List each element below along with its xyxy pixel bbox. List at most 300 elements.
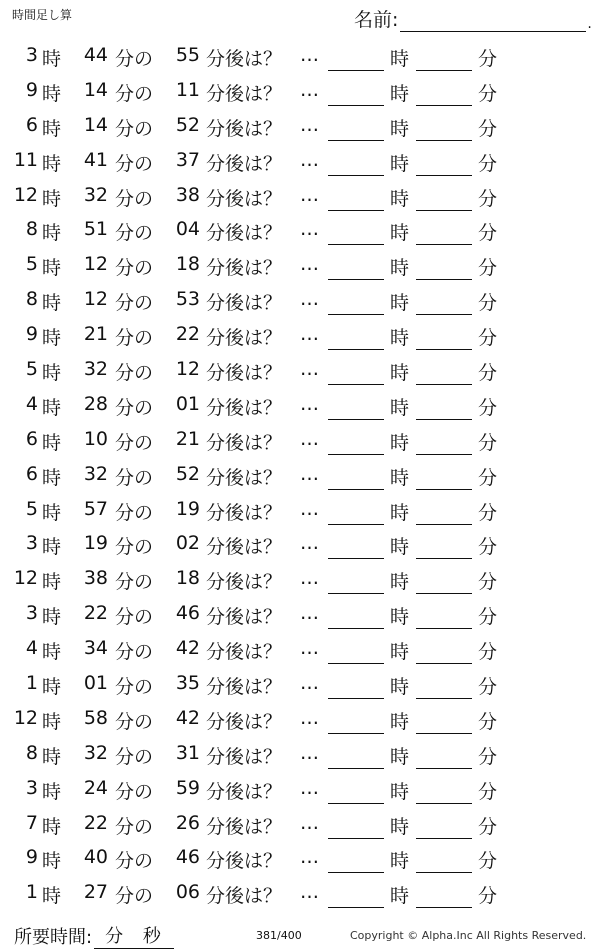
name-label: 名前:	[354, 9, 399, 31]
ellipsis: …	[300, 497, 319, 520]
problem-row	[0, 841, 600, 876]
answer-minute-unit: 分	[478, 641, 498, 664]
problem-minute: 22	[83, 811, 108, 834]
problem-add: 42	[175, 706, 200, 729]
answer-hour-unit: 時	[390, 82, 410, 105]
minutes-later-question: 分後は？	[206, 501, 283, 524]
problem-hour: 8	[25, 288, 38, 311]
minute-of-label: 分の	[115, 710, 154, 733]
problem-row	[0, 109, 600, 144]
answer-minute-unit: 分	[478, 536, 498, 559]
minutes-later-question: 分後は？	[206, 780, 283, 803]
minutes-later-question: 分後は？	[206, 571, 283, 594]
answer-hour-unit: 時	[390, 850, 410, 873]
answer-hour-unit: 時	[390, 676, 410, 699]
answer-minute-blank[interactable]	[416, 593, 472, 594]
answer-minute-unit: 分	[478, 327, 498, 350]
problem-add: 37	[175, 148, 200, 171]
answer-hour-unit: 時	[390, 327, 410, 350]
answer-hour-unit: 時	[390, 117, 410, 140]
answer-hour-blank[interactable]	[328, 558, 384, 559]
problem-hour: 6	[25, 462, 38, 485]
hour-unit: 時	[42, 850, 62, 873]
elapsed-time-blank[interactable]	[94, 922, 174, 949]
ellipsis: …	[300, 672, 319, 695]
problem-add: 52	[175, 462, 200, 485]
answer-hour-blank[interactable]	[328, 907, 384, 908]
answer-minute-unit: 分	[478, 745, 498, 768]
answer-minute-unit: 分	[478, 117, 498, 140]
hour-unit: 時	[42, 362, 62, 385]
hour-unit: 時	[42, 885, 62, 908]
minute-of-label: 分の	[115, 606, 154, 629]
problem-hour: 4	[25, 392, 38, 415]
answer-hour-unit: 時	[390, 710, 410, 733]
problem-add: 04	[175, 218, 200, 241]
problem-add: 21	[175, 427, 200, 450]
hour-unit: 時	[42, 257, 62, 280]
answer-minute-unit: 分	[478, 780, 498, 803]
answer-minute-blank[interactable]	[416, 244, 472, 245]
hour-unit: 時	[42, 676, 62, 699]
problem-add: 02	[175, 532, 200, 555]
problem-hour: 7	[25, 811, 38, 834]
hour-unit: 時	[42, 82, 62, 105]
problem-add: 11	[175, 78, 200, 101]
problem-hour: 6	[25, 113, 38, 136]
answer-minute-blank[interactable]	[416, 419, 472, 420]
answer-minute-unit: 分	[478, 885, 498, 908]
answer-minute-unit: 分	[478, 48, 498, 70]
answer-hour-unit: 時	[390, 745, 410, 768]
problem-minute: 32	[83, 462, 108, 485]
problem-minute: 32	[83, 741, 108, 764]
ellipsis: …	[300, 602, 319, 625]
problem-hour: 3	[25, 776, 38, 799]
problem-list	[0, 39, 600, 911]
answer-hour-blank[interactable]	[328, 489, 384, 490]
problem-row	[0, 562, 600, 597]
problem-add: 52	[175, 113, 200, 136]
answer-hour-blank[interactable]	[328, 872, 384, 873]
answer-hour-blank[interactable]	[328, 175, 384, 176]
answer-minute-blank[interactable]	[416, 628, 472, 629]
problem-add: 18	[175, 253, 200, 276]
answer-hour-unit: 時	[390, 152, 410, 175]
problem-hour: 3	[25, 532, 38, 555]
answer-minute-unit: 分	[478, 571, 498, 594]
problem-minute: 58	[83, 706, 108, 729]
minutes-later-question: 分後は？	[206, 536, 283, 559]
problem-row	[0, 772, 600, 807]
minute-of-label: 分の	[115, 641, 154, 664]
minutes-later-question: 分後は？	[206, 187, 283, 210]
hour-unit: 時	[42, 641, 62, 664]
elapsed-time-field	[14, 922, 174, 949]
answer-minute-unit: 分	[478, 501, 498, 524]
answer-hour-unit: 時	[390, 396, 410, 419]
minute-of-label: 分の	[115, 571, 154, 594]
answer-minute-blank[interactable]	[416, 349, 472, 350]
answer-hour-unit: 時	[390, 885, 410, 908]
problem-row	[0, 144, 600, 179]
problem-minute: 51	[83, 218, 108, 241]
problem-minute: 38	[83, 567, 108, 590]
hour-unit: 時	[42, 571, 62, 594]
answer-hour-blank[interactable]	[328, 768, 384, 769]
problem-hour: 11	[13, 148, 38, 171]
answer-minute-blank[interactable]	[416, 489, 472, 490]
problem-row	[0, 248, 600, 283]
answer-minute-unit: 分	[478, 815, 498, 838]
minute-of-label: 分の	[115, 222, 154, 245]
answer-hour-blank[interactable]	[328, 244, 384, 245]
ellipsis: …	[300, 776, 319, 799]
ellipsis: …	[300, 78, 319, 101]
answer-minute-unit: 分	[478, 606, 498, 629]
minutes-later-question: 分後は？	[206, 48, 283, 70]
ellipsis: …	[300, 881, 319, 904]
problem-add: 46	[175, 602, 200, 625]
ellipsis: …	[300, 392, 319, 415]
answer-minute-blank[interactable]	[416, 907, 472, 908]
answer-minute-unit: 分	[478, 431, 498, 454]
ellipsis: …	[300, 846, 319, 869]
answer-hour-blank[interactable]	[328, 628, 384, 629]
problem-hour: 8	[25, 741, 38, 764]
answer-minute-unit: 分	[478, 676, 498, 699]
answer-minute-blank[interactable]	[416, 140, 472, 141]
minute-of-label: 分の	[115, 501, 154, 524]
hour-unit: 時	[42, 117, 62, 140]
ellipsis: …	[300, 323, 319, 346]
hour-unit: 時	[42, 710, 62, 733]
answer-hour-blank[interactable]	[328, 210, 384, 211]
problem-row	[0, 283, 600, 318]
ellipsis: …	[300, 811, 319, 834]
answer-minute-unit: 分	[478, 710, 498, 733]
answer-hour-unit: 時	[390, 222, 410, 245]
problem-row	[0, 458, 600, 493]
hour-unit: 時	[42, 187, 62, 210]
answer-minute-unit: 分	[478, 82, 498, 105]
answer-hour-unit: 時	[390, 641, 410, 664]
problem-minute: 21	[83, 323, 108, 346]
answer-hour-unit: 時	[390, 815, 410, 838]
problem-hour: 12	[13, 183, 38, 206]
problem-hour: 5	[25, 497, 38, 520]
problem-minute: 32	[83, 183, 108, 206]
problem-add: 55	[175, 44, 200, 66]
problem-row	[0, 527, 600, 562]
answer-hour-unit: 時	[390, 780, 410, 803]
problem-add: 31	[175, 741, 200, 764]
problem-add: 19	[175, 497, 200, 520]
ellipsis: …	[300, 44, 319, 66]
minutes-later-question: 分後は？	[206, 257, 283, 280]
problem-row	[0, 353, 600, 388]
answer-minute-blank[interactable]	[416, 454, 472, 455]
problem-minute: 28	[83, 392, 108, 415]
answer-minute-blank[interactable]	[416, 524, 472, 525]
answer-hour-unit: 時	[390, 536, 410, 559]
hour-unit: 時	[42, 48, 62, 70]
minutes-later-question: 分後は？	[206, 82, 283, 105]
answer-minute-blank[interactable]	[416, 210, 472, 211]
problem-add: 22	[175, 323, 200, 346]
answer-hour-blank[interactable]	[328, 524, 384, 525]
answer-hour-blank[interactable]	[328, 70, 384, 71]
minutes-later-question: 分後は？	[206, 710, 283, 733]
minute-of-label: 分の	[115, 292, 154, 315]
answer-hour-unit: 時	[390, 48, 410, 70]
answer-hour-unit: 時	[390, 292, 410, 315]
answer-minute-blank[interactable]	[416, 175, 472, 176]
minutes-later-question: 分後は？	[206, 606, 283, 629]
problem-hour: 12	[13, 706, 38, 729]
answer-hour-blank[interactable]	[328, 593, 384, 594]
answer-minute-blank[interactable]	[416, 314, 472, 315]
problem-row	[0, 737, 600, 772]
problem-minute: 01	[83, 672, 108, 695]
answer-minute-unit: 分	[478, 466, 498, 489]
problem-minute: 34	[83, 637, 108, 660]
problem-minute: 40	[83, 846, 108, 869]
problem-row	[0, 667, 600, 702]
problem-hour: 3	[25, 44, 38, 66]
problem-row	[0, 423, 600, 458]
answer-hour-unit: 時	[390, 431, 410, 454]
answer-hour-blank[interactable]	[328, 384, 384, 385]
minutes-later-question: 分後は？	[206, 641, 283, 664]
problem-row	[0, 318, 600, 353]
answer-minute-blank[interactable]	[416, 279, 472, 280]
answer-minute-unit: 分	[478, 850, 498, 873]
answer-hour-unit: 時	[390, 501, 410, 524]
minute-of-label: 分の	[115, 780, 154, 803]
minutes-later-question: 分後は？	[206, 152, 283, 175]
ellipsis: …	[300, 462, 319, 485]
problem-minute: 10	[83, 427, 108, 450]
problem-add: 12	[175, 358, 200, 381]
minutes-later-question: 分後は？	[206, 117, 283, 140]
minute-of-label: 分の	[115, 676, 154, 699]
minute-of-label: 分の	[115, 327, 154, 350]
answer-hour-unit: 時	[390, 257, 410, 280]
problem-hour: 9	[25, 323, 38, 346]
problem-row	[0, 213, 600, 248]
problem-hour: 1	[25, 672, 38, 695]
hour-unit: 時	[42, 431, 62, 454]
hour-unit: 時	[42, 466, 62, 489]
hour-unit: 時	[42, 606, 62, 629]
problem-hour: 1	[25, 881, 38, 904]
answer-minute-blank[interactable]	[416, 698, 472, 699]
answer-hour-blank[interactable]	[328, 314, 384, 315]
problem-minute: 14	[83, 113, 108, 136]
problem-hour: 5	[25, 253, 38, 276]
problem-minute: 12	[83, 253, 108, 276]
minute-of-label: 分の	[115, 431, 154, 454]
answer-minute-blank[interactable]	[416, 803, 472, 804]
minutes-later-question: 分後は？	[206, 850, 283, 873]
minutes-later-question: 分後は？	[206, 431, 283, 454]
minute-of-label: 分の	[115, 257, 154, 280]
problem-minute: 44	[83, 44, 108, 66]
answer-minute-blank[interactable]	[416, 70, 472, 71]
hour-unit: 時	[42, 501, 62, 524]
answer-minute-blank[interactable]	[416, 663, 472, 664]
page-number: 381/400	[256, 929, 302, 942]
problem-row	[0, 388, 600, 423]
name-field	[354, 5, 592, 32]
answer-minute-unit: 分	[478, 257, 498, 280]
answer-minute-blank[interactable]	[416, 838, 472, 839]
hour-unit: 時	[42, 780, 62, 803]
ellipsis: …	[300, 427, 319, 450]
problem-add: 26	[175, 811, 200, 834]
answer-minute-blank[interactable]	[416, 558, 472, 559]
problem-row	[0, 807, 600, 842]
minute-of-label: 分の	[115, 48, 154, 70]
ellipsis: …	[300, 637, 319, 660]
problem-add: 59	[175, 776, 200, 799]
minute-of-label: 分の	[115, 536, 154, 559]
problem-row	[0, 876, 600, 911]
answer-hour-blank[interactable]	[328, 663, 384, 664]
minutes-later-question: 分後は？	[206, 745, 283, 768]
answer-hour-unit: 時	[390, 606, 410, 629]
elapsed-min-unit: 分	[105, 926, 124, 947]
answer-hour-unit: 時	[390, 362, 410, 385]
ellipsis: …	[300, 532, 319, 555]
problem-minute: 41	[83, 148, 108, 171]
hour-unit: 時	[42, 536, 62, 559]
answer-hour-blank[interactable]	[328, 349, 384, 350]
problem-minute: 22	[83, 602, 108, 625]
minutes-later-question: 分後は？	[206, 396, 283, 419]
minute-of-label: 分の	[115, 187, 154, 210]
ellipsis: …	[300, 218, 319, 241]
minutes-later-question: 分後は？	[206, 815, 283, 838]
problem-add: 42	[175, 637, 200, 660]
answer-minute-blank[interactable]	[416, 872, 472, 873]
problem-minute: 24	[83, 776, 108, 799]
minute-of-label: 分の	[115, 815, 154, 838]
ellipsis: …	[300, 567, 319, 590]
hour-unit: 時	[42, 745, 62, 768]
ellipsis: …	[300, 253, 319, 276]
problem-add: 01	[175, 392, 200, 415]
ellipsis: …	[300, 358, 319, 381]
answer-hour-blank[interactable]	[328, 105, 384, 106]
problem-hour: 5	[25, 358, 38, 381]
problem-hour: 4	[25, 637, 38, 660]
minute-of-label: 分の	[115, 466, 154, 489]
ellipsis: …	[300, 183, 319, 206]
worksheet-title: 時間足し算	[12, 8, 73, 22]
answer-minute-blank[interactable]	[416, 733, 472, 734]
problem-hour: 12	[13, 567, 38, 590]
problem-row	[0, 597, 600, 632]
answer-hour-blank[interactable]	[328, 733, 384, 734]
answer-hour-blank[interactable]	[328, 419, 384, 420]
hour-unit: 時	[42, 222, 62, 245]
minute-of-label: 分の	[115, 117, 154, 140]
name-end-mark: .	[587, 16, 592, 32]
problem-row	[0, 493, 600, 528]
minutes-later-question: 分後は？	[206, 466, 283, 489]
problem-minute: 27	[83, 881, 108, 904]
minutes-later-question: 分後は？	[206, 327, 283, 350]
problem-row	[0, 179, 600, 214]
ellipsis: …	[300, 113, 319, 136]
hour-unit: 時	[42, 815, 62, 838]
elapsed-sec-unit: 秒	[142, 926, 161, 947]
answer-minute-unit: 分	[478, 187, 498, 210]
answer-minute-unit: 分	[478, 292, 498, 315]
answer-minute-blank[interactable]	[416, 105, 472, 106]
problem-hour: 9	[25, 78, 38, 101]
problem-add: 18	[175, 567, 200, 590]
answer-hour-blank[interactable]	[328, 454, 384, 455]
answer-hour-blank[interactable]	[328, 279, 384, 280]
answer-hour-blank[interactable]	[328, 698, 384, 699]
answer-minute-unit: 分	[478, 152, 498, 175]
problem-minute: 57	[83, 497, 108, 520]
answer-hour-blank[interactable]	[328, 803, 384, 804]
answer-hour-blank[interactable]	[328, 140, 384, 141]
problem-add: 06	[175, 881, 200, 904]
minute-of-label: 分の	[115, 152, 154, 175]
problem-add: 46	[175, 846, 200, 869]
hour-unit: 時	[42, 396, 62, 419]
answer-minute-blank[interactable]	[416, 768, 472, 769]
problem-add: 35	[175, 672, 200, 695]
minute-of-label: 分の	[115, 396, 154, 419]
answer-minute-unit: 分	[478, 396, 498, 419]
problem-row	[0, 632, 600, 667]
ellipsis: …	[300, 741, 319, 764]
answer-minute-blank[interactable]	[416, 384, 472, 385]
problem-hour: 3	[25, 602, 38, 625]
problem-hour: 9	[25, 846, 38, 869]
minutes-later-question: 分後は？	[206, 222, 283, 245]
problem-row	[0, 74, 600, 109]
answer-minute-unit: 分	[478, 222, 498, 245]
minute-of-label: 分の	[115, 82, 154, 105]
hour-unit: 時	[42, 292, 62, 315]
problem-row	[0, 702, 600, 737]
name-blank[interactable]	[400, 11, 586, 32]
minute-of-label: 分の	[115, 745, 154, 768]
minute-of-label: 分の	[115, 885, 154, 908]
answer-hour-blank[interactable]	[328, 838, 384, 839]
problem-minute: 14	[83, 78, 108, 101]
problem-minute: 19	[83, 532, 108, 555]
problem-hour: 6	[25, 427, 38, 450]
elapsed-time-label: 所要時間:	[14, 927, 93, 948]
problem-hour: 8	[25, 218, 38, 241]
minute-of-label: 分の	[115, 362, 154, 385]
problem-add: 53	[175, 288, 200, 311]
problem-minute: 32	[83, 358, 108, 381]
minutes-later-question: 分後は？	[206, 676, 283, 699]
ellipsis: …	[300, 288, 319, 311]
ellipsis: …	[300, 148, 319, 171]
answer-hour-unit: 時	[390, 466, 410, 489]
minutes-later-question: 分後は？	[206, 292, 283, 315]
